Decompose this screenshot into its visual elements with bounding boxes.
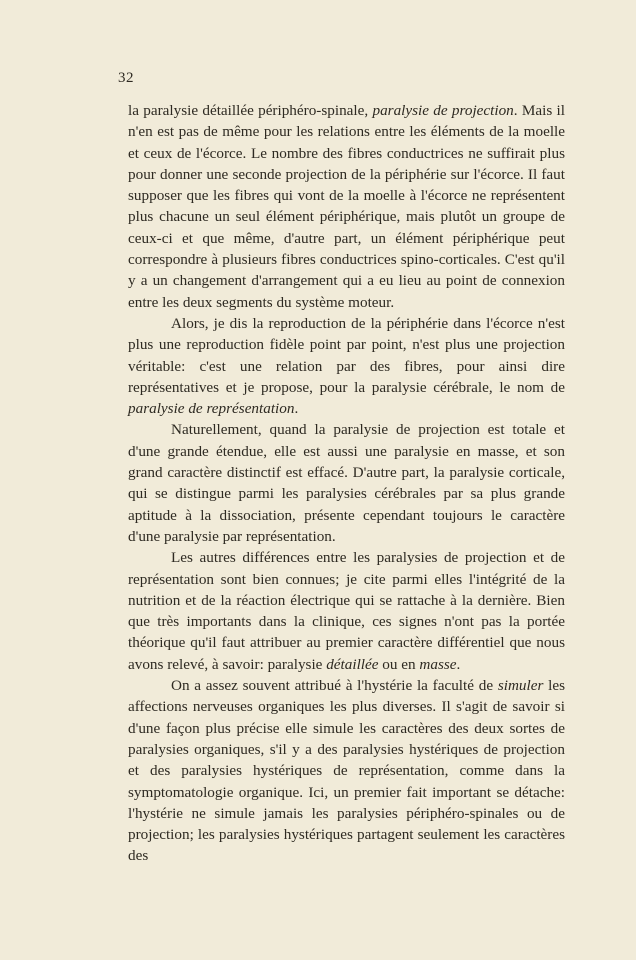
text-run: les affections nerveuses organiques les plus diverses. Il s'agit de savoir si d'une façon plus précise elle simule les caractères des deux sortes de paralysies organiques, s'il y a des paralysies hystériques de projection et des paralysies hystériques de représentation, comme dans la symptomatologie organique. Ici, un premier fait important se détache: l'hystérie ne simule jamais les paralysies périphéro-spinales ou de projection; les paralysies hystériques partagent seulement les caractères des	[128, 677, 565, 865]
text-run: Naturellement, quand la paralysie de projection est totale et d'une grande étendue, elle est aussi une paralysie en masse, et son grand caractère distinctif est effacé. D'autre part, la paralysie corticale, qui se distingue parmi les paralysies cérébrales par sa plus grande aptitude à la dissociation, présente cependant toujours le caractère d'une paralysie par représentation.	[128, 421, 565, 545]
italic-run: paralysie de représentation	[128, 400, 295, 418]
paragraph-4	[128, 547, 565, 675]
body-text	[128, 100, 565, 867]
paragraph-3	[128, 419, 565, 547]
text-run: . Mais il n'en est pas de même pour les relations entre les éléments de la moelle et ceux de l'écorce. Le nombre des fibres conductrices ne suffirait plus pour donner une seconde projection de la périphérie sur l'écorce. Il faut supposer que les fibres qui vont de la moelle à l'écorce ne représentent plus chacune un seul élément périphérique, mais plutôt un groupe de ceux-ci et que même, d'autre part, un élément périphérique peut correspondre à plusieurs fibres conductrices spino-corticales. C'est qu'il y a un changement d'arrangement qui a eu lieu au point de connexion entre les deux segments du système moteur.	[128, 102, 565, 311]
text-run: On a assez souvent attribué à l'hystérie la faculté de	[171, 677, 498, 695]
italic-run: paralysie de projection	[372, 102, 514, 119]
italic-run: détaillée	[326, 655, 379, 673]
text-run: Les autres différences entre les paralysies de projection et de représentation sont bien connues; je cite parmi elles l'intégrité de la nutrition et de la réaction électrique qui se rattache à la dernière. Bien que très importants dans la clinique, ces signes n'ont pas la portée théorique qu'il faut attribuer au premier caractère différentiel que nous avons relevé, à savoir: paralysie	[128, 549, 565, 673]
text-run: ou en	[378, 655, 420, 673]
page-number: 32	[118, 70, 134, 86]
text-run: la paralysie détaillée périphéro-spinale,	[128, 102, 373, 119]
text-run: .	[456, 655, 461, 673]
italic-run: simuler	[497, 677, 544, 695]
text-run: .	[294, 400, 299, 418]
paragraph-2	[128, 313, 565, 419]
paragraph-5	[128, 675, 565, 867]
italic-run: masse	[419, 655, 457, 673]
paragraph-1	[128, 100, 565, 313]
text-run: Alors, je dis la reproduction de la périphérie dans l'écorce n'est plus une reproduction fidèle point par point, n'est plus une projection véritable: c'est une relation par des fibres, pour ainsi dire représentatives et je propose, pour la paralysie cérébrale, le nom de	[128, 314, 565, 396]
